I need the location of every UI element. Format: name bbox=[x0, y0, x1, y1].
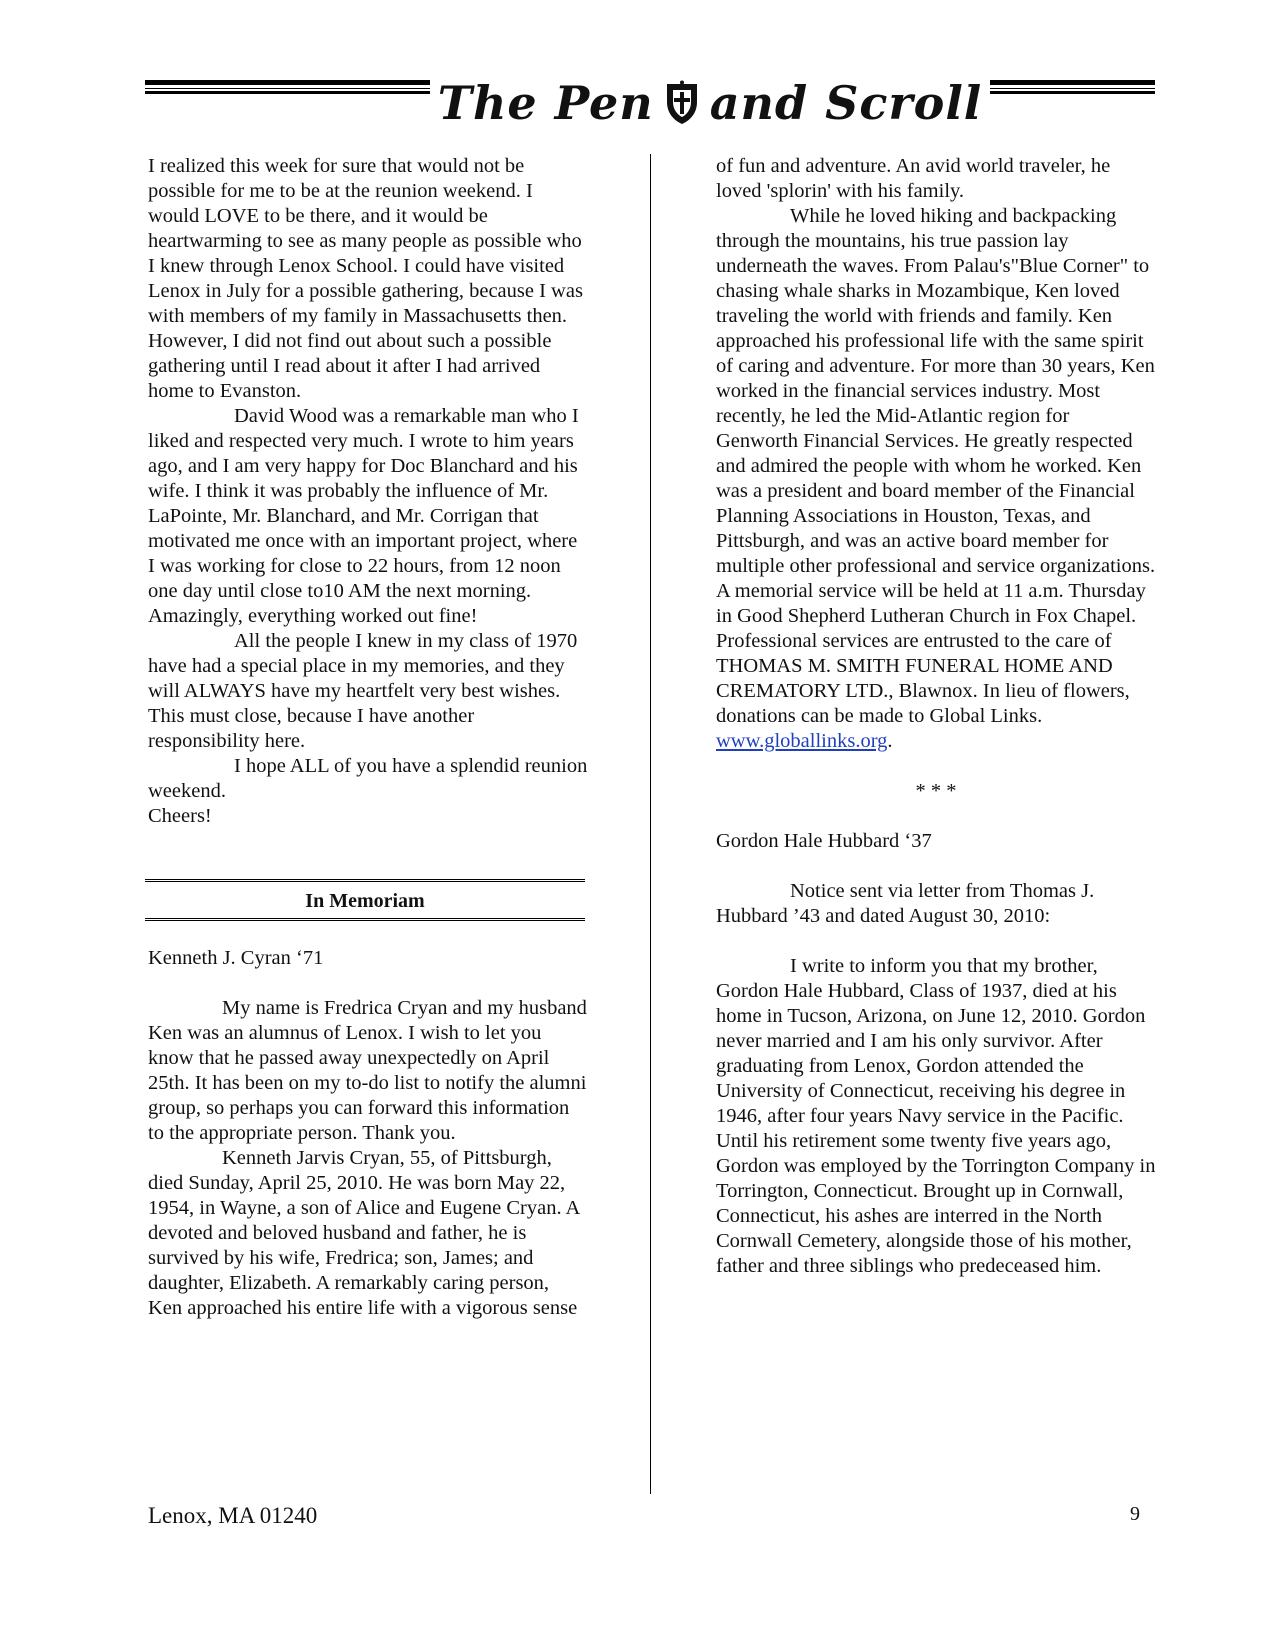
letter-paragraph: This must close, because I have another responsibility here. bbox=[148, 705, 475, 752]
masthead-title-part2: and Scroll bbox=[709, 76, 983, 130]
globallinks-link[interactable]: www.globallinks.org bbox=[716, 730, 888, 752]
letter-paragraph: All the people I knew in my class of 1970 have had a special place in my memories, and they will ALWAYS have my heartfelt very best wishes. bbox=[148, 630, 578, 702]
masthead bbox=[145, 70, 1155, 136]
obituary-paragraph: While he loved hiking and backpacking through the mountains, his true passion lay underneath the waves. From Palau's"Blue Corner" to chasing whale sharks in Mozambique, Ken loved traveling the world with friends and family. Ken approached his professional life with the same spirit of caring and adventure. For more than 30 years, Ken worked in the financial services industry. Most recently, he led the Mid-Atlantic region for Genworth Financial Services. He greatly respected and admired the people with whom he worked. Ken was a president and board member of the Financial Planning Associations in Houston, Texas, and Pittsburgh, and was an active board member for multiple other professional and service organizations. A memorial service will be held at 11 a.m. Thursday in Good Shepherd Lutheran Church in Fox Chapel. Professional services are entrusted to the care of THOMAS M. SMITH FUNERAL HOME AND CREMATORY LTD., Blawnox. In lieu of flowers, donations can be made to Global Links. bbox=[716, 205, 1156, 727]
footer-address: Lenox, MA 01240 bbox=[148, 1503, 318, 1528]
link-suffix: . bbox=[887, 730, 893, 752]
link-line bbox=[716, 729, 1156, 754]
masthead-title bbox=[435, 70, 985, 136]
obituary-paragraph: Kenneth Jarvis Cryan, 55, of Pittsburgh, died Sunday, April 25, 2010. He was born May 22, 1954, in Wayne, a son of Alice and Eugene Cryan. A devoted and beloved husband and father, he is survived by his wife, Fredrica; son, James; and daughter, Elizabeth. A remarkably caring person, Ken approached his entire life with a vigorous sense bbox=[148, 1147, 580, 1319]
letter-paragraph: I realized this week for sure that would not be possible for me to be at the reunion weekend. I would LOVE to be there, and it would be heartwarming to see as many people as possible who I knew through Lenox School. I could have visited Lenox in July for a possible gathering, because I was with members of my family in Massachusetts then. However, I did not find out about such a possible gathering until I read about it after I had arrived home to Evanston. bbox=[148, 155, 583, 402]
letter-signoff: Cheers! bbox=[148, 805, 212, 827]
section-separator: * * * bbox=[915, 780, 957, 802]
masthead-title-part1: The Pen bbox=[437, 76, 654, 130]
letter-paragraph: David Wood was a remarkable man who I liked and respected very much. I wrote to him years ago, and I am very happy for Doc Blanchard and his wife. I think it was probably the influence of Mr. LaPointe, Mr. Blanchard, and Mr. Corrigan that motivated me once with an important project, where I was working for close to 22 hours, from 12 noon one day until close to10 AM the next morning. Amazingly, everything worked out fine! bbox=[148, 405, 579, 627]
section-heading-in-memoriam: In Memoriam bbox=[145, 879, 585, 921]
left-column bbox=[148, 154, 588, 1321]
masthead-rule-right bbox=[990, 80, 1155, 94]
column-divider bbox=[650, 154, 651, 1494]
page-number: 9 bbox=[1130, 1503, 1140, 1525]
notice-paragraph: Notice sent via letter from Thomas J. Hubbard ’43 and dated August 30, 2010: bbox=[716, 880, 1095, 927]
crest-shield-icon bbox=[664, 80, 700, 126]
obituary-paragraph: My name is Fredrica Cryan and my husband Ken was an alumnus of Lenox. I wish to let you know that he passed away unexpectedly on April 25th. It has been on my to-do list to notify the alumni group, so perhaps you can forward this information to the appropriate person. Thank you. bbox=[148, 997, 587, 1144]
letter-paragraph: I hope ALL of you have a splendid reunion weekend. bbox=[148, 755, 588, 802]
right-column bbox=[716, 154, 1156, 1279]
memoriam-name: Gordon Hale Hubbard ‘37 bbox=[716, 830, 932, 852]
letter-paragraph: I write to inform you that my brother, Gordon Hale Hubbard, Class of 1937, died at his home in Tucson, Arizona, on June 12, 2010. Gordon never married and I am his only survivor. After graduating from Lenox, Gordon attended the University of Connecticut, receiving his degree in 1946, after four years Navy service in the Pacific. Until his retirement some twenty five years ago, Gordon was employed by the Torrington Company in Torrington, Connecticut. Brought up in Cornwall, Connecticut, his ashes are interred in the North Cornwall Cemetery, alongside those of his mother, father and three siblings who predeceased him. bbox=[716, 955, 1156, 1277]
obituary-paragraph: of fun and adventure. An avid world traveler, he loved 'splorin' with his family. bbox=[716, 155, 1111, 202]
memoriam-name: Kenneth J. Cyran ‘71 bbox=[148, 947, 324, 969]
masthead-rule-left bbox=[145, 80, 430, 94]
